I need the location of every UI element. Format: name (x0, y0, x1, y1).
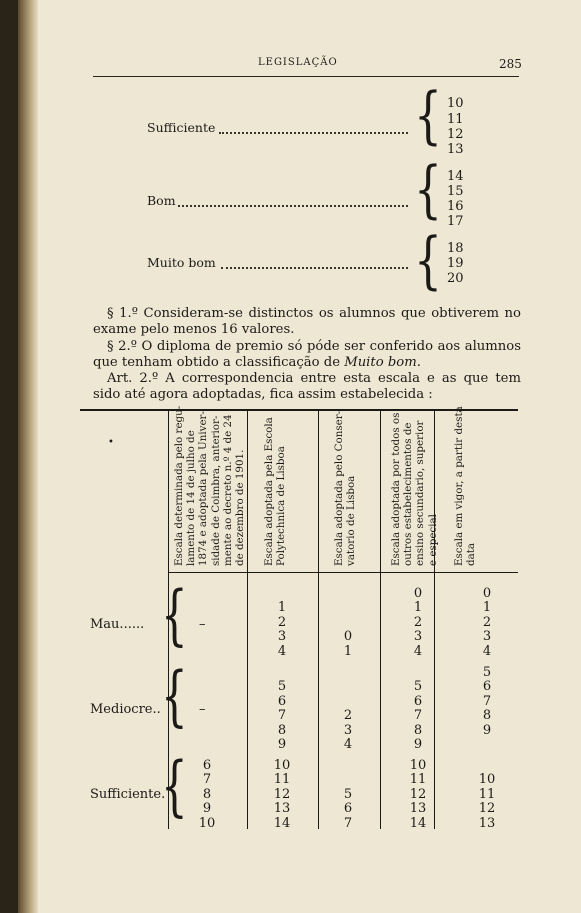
column-divider (247, 411, 248, 829)
table-cell: 4 (343, 737, 353, 752)
table-cell: 1 (413, 600, 423, 616)
table-cell: 9 (277, 737, 287, 752)
paragraph-1: § 1.º Consideram-se distinctos os alumnos que obtiverem no exame pelo menos 16 valores. (93, 306, 521, 337)
table-cell: 6 (482, 679, 492, 695)
table-cell: 3 (277, 629, 287, 645)
table-cell: 7 (277, 708, 287, 724)
leader-dots (219, 132, 408, 135)
empty-dash: – (199, 702, 206, 717)
column-header-line: Polytechnica de Lisboa (275, 446, 288, 566)
leader-dots (221, 267, 408, 270)
table-cell: 5 (277, 679, 287, 695)
column-header-line: Escala adoptada pela Escola (263, 417, 275, 566)
column-header-line: vatorio de Lisboa (345, 475, 358, 566)
table-cell: 3 (413, 629, 423, 645)
table-cell: 11 (409, 772, 427, 788)
table-cell: 2 (413, 614, 423, 630)
brace: { (414, 80, 442, 152)
table-cell: 0 (343, 629, 353, 645)
scale-value: 11 (447, 112, 464, 127)
column-header-line: outros estabelecimentos de (402, 422, 415, 566)
column-divider (380, 411, 381, 829)
table-cell: 9 (413, 737, 423, 752)
scale-value: 12 (447, 127, 464, 142)
table-cell: 9 (202, 801, 212, 817)
table-cell: 13 (273, 801, 291, 817)
brace: { (161, 747, 188, 824)
scale-label-sufficiente: Sufficiente (147, 120, 216, 135)
table-cell: 10 (198, 815, 216, 831)
brace: { (161, 657, 188, 734)
table-cell: 11 (478, 786, 496, 802)
row-label-mau: Mau...... (90, 617, 145, 632)
table-cell: 13 (478, 815, 496, 831)
table-cell: 10 (273, 758, 291, 773)
table-cell: 11 (273, 772, 291, 788)
column-header-line: Escala determinada pelo regu- (173, 405, 185, 566)
book-page (18, 0, 581, 913)
table-cell: 8 (413, 722, 423, 738)
table-cell: 8 (482, 708, 492, 724)
table-cell: 1 (482, 600, 492, 616)
table-cell: 0 (482, 586, 492, 601)
scale-value: 18 (447, 241, 464, 256)
brace: { (414, 225, 442, 297)
table-cell: 6 (413, 693, 423, 709)
table-cell: 4 (277, 643, 287, 659)
table-cell: 10 (478, 772, 496, 788)
scale-value: 14 (447, 169, 464, 184)
scale-label-muito-bom: Muito bom (147, 255, 216, 270)
scale-value: 15 (447, 184, 464, 199)
table-cell: 6 (202, 758, 212, 773)
table-cell: 1 (277, 600, 287, 616)
table-cell: 3 (482, 629, 492, 645)
paragraph-2 (93, 339, 521, 371)
column-header-line: sidade de Coimbra, anterior- (209, 415, 222, 566)
scale-value: 17 (447, 214, 464, 229)
column-header (263, 417, 287, 566)
running-header-title: LEGISLAÇÃO (258, 57, 338, 68)
column-header-line: ensino secundario, superior (414, 420, 427, 566)
column-header-line: Escala adoptada pelo Conser- (333, 410, 345, 566)
column-header-line: Escala em vigor, a partir desta (453, 406, 465, 566)
row-label-mediocre: Mediocre.. (90, 702, 161, 717)
table-cell: 6 (343, 801, 353, 817)
column-header-line: mente ao decreto n.º 4 de 24 (221, 414, 234, 566)
paragraph-3: Art. 2.º A correspondencia entre esta escala e as que tem sido até agora adoptadas, fica assim estabelecida : (93, 371, 521, 402)
scale-label-bom: Bom (147, 193, 176, 208)
table-header-rule (168, 572, 518, 573)
table-cell: 2 (277, 614, 287, 630)
table-cell: 1 (343, 643, 353, 659)
table-cell: 2 (343, 708, 353, 724)
table-cell: 14 (409, 815, 427, 831)
column-header-line: lamento de 14 de julho de (185, 430, 198, 566)
empty-dash: – (199, 617, 206, 632)
column-header-line: de dezembro de 1901. (234, 449, 247, 566)
column-divider (318, 411, 319, 829)
table-cell: 12 (409, 786, 427, 802)
table-cell: 5 (413, 679, 423, 695)
scale-value: 10 (447, 96, 464, 111)
table-cell: 12 (273, 786, 291, 802)
table-cell: 13 (409, 801, 427, 817)
table-cell: 8 (202, 786, 212, 802)
column-header-line: 1874 e adoptada pela Univer- (197, 411, 210, 566)
brace: { (414, 154, 442, 226)
table-cell: 6 (277, 693, 287, 709)
scale-value: 19 (447, 256, 464, 271)
row-label-sufficiente: Sufficiente. (90, 787, 166, 802)
leader-dots (178, 205, 408, 208)
column-header (453, 406, 477, 566)
page-binding (18, 0, 38, 913)
paragraph-2-emphasis: Muito bom. (344, 355, 421, 370)
page-number: 285 (499, 57, 522, 71)
table-cell: 2 (482, 614, 492, 630)
brace: { (161, 576, 188, 653)
table-cell: 5 (482, 665, 492, 680)
table-cell: 14 (273, 815, 291, 831)
header-rule (93, 76, 519, 77)
table-cell: 3 (343, 722, 353, 738)
column-header-line: e especial (426, 514, 439, 566)
table-cell: 7 (482, 693, 492, 709)
column-header (333, 411, 357, 566)
table-cell: 7 (202, 772, 212, 788)
scale-value: 16 (447, 199, 464, 214)
table-cell: 8 (277, 722, 287, 738)
bullet: • (108, 437, 114, 448)
paragraph-2-text: § 2.º O diploma de premio só póde ser conferido aos alumnos que tenham obtido a classificação de (93, 339, 521, 370)
table-cell: 4 (413, 643, 423, 659)
column-header (173, 406, 246, 566)
column-header-line: Escala adoptada por todos os (390, 412, 402, 566)
table-cell: 5 (343, 786, 353, 802)
table-cell: 0 (413, 586, 423, 601)
table-cell: 12 (478, 801, 496, 817)
table-cell: 7 (343, 815, 353, 831)
scale-value: 13 (447, 142, 464, 157)
table-cell: 4 (482, 643, 492, 659)
table-cell: 10 (409, 758, 427, 773)
table-cell: 9 (482, 722, 492, 738)
column-header-line: data (465, 542, 478, 566)
column-header (390, 413, 439, 566)
table-cell: 7 (413, 708, 423, 724)
scale-value: 20 (447, 271, 464, 286)
